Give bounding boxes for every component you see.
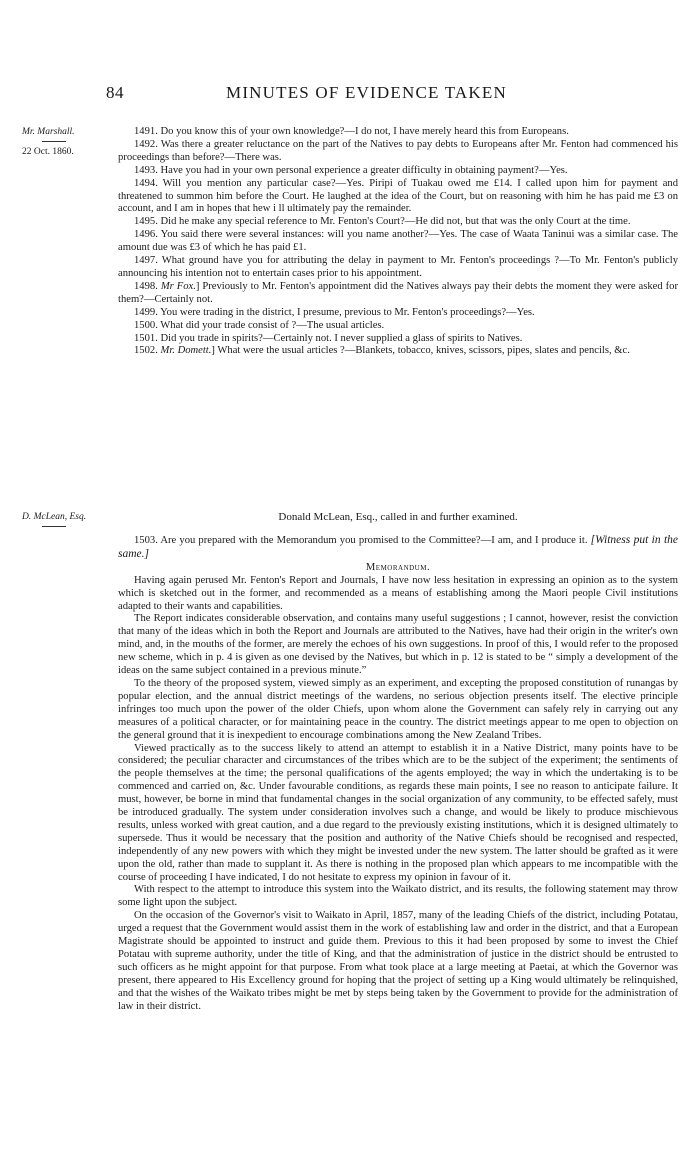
question-1502: 1502. Mr. Domett.] What were the usual articles ?—Blankets, tobacco, knives, scissors, pipes, slates and pencils, &c. (134, 345, 630, 357)
question-1497: 1497. What ground have you for attributing the delay in payment to Mr. Fenton's proceedings ?—To Mr. Fenton's publicly announcing his intention not to entertain cases prior to his appointment. (118, 255, 678, 279)
margin-witness-name: Mr. Marshall. (22, 127, 75, 137)
speaker-name: Mr Fox. (160, 280, 196, 292)
margin-rule (42, 141, 66, 142)
question-1500: 1500. What did your trade consist of ?—The usual articles. (134, 319, 385, 331)
question-1503: 1503. Are you prepared with the Memorandum you promised to the Committee?—I am, and I produce it. [Witness put in the same.] (118, 534, 678, 560)
margin-note-witness-1 (22, 127, 112, 157)
page-number: 84 (106, 83, 124, 102)
margin-rule (42, 526, 66, 527)
page-title: MINUTES OF EVIDENCE TAKEN (226, 83, 507, 102)
question-1492: 1492. Was there a greater reluctance on the part of the Natives to pay debts to Europeans after Mr. Fenton had commenced his proceedings than before?—There was. (118, 138, 678, 163)
memorandum-title: Memorandum. (365, 561, 431, 573)
evidence-section-1 (118, 126, 678, 358)
memo-paragraph-1: Having again perused Mr. Fenton's Report and Journals, I have now less hesitation in expressing an opinion as to the system which is sketched out in the former, and recommended as a means of establishing among the Maori people Civil institutions adapted to their wants and capabilities. (118, 574, 678, 612)
memo-paragraph-4: Viewed practically as to the success likely to attend an attempt to establish it in a Native District, many points have to be considered; the peculiar character and circumstances of the tribes which are to be the subject of the experiment; the sentiments of the people themselves at the time; the personal qualifications of the agents employed; the way in which the undertaking is to be commenced and carried on, &c. Under favourable conditions, as regards these main points, I see no reason to anticipate failure. It must, however, be borne in mind that fundamental changes in the social organization of any community, to be effected safely, must be introduced gradually. The system under consideration involves such a change, and would be likely to produce mischievous results, unless worked with great caution, and a due regard to the previously existing institutions, which it is designed ultimately to supersede. Thus it would be necessary that the position and authority of the Native Chiefs should be recognised and respected, independently of any new powers with which they might be invested under the new system. The latter should be grafted as it were upon the old, rather than made to supplant it. As there is nothing in the proposed plan which appears to me incompatible with the course of proceeding I have indicated, I do not hesitate to express my opinion in favour of it. (118, 742, 678, 883)
question-1491: 1491. Do you know this of your own knowledge?—I do not, I have merely heard this from Europeans. (134, 126, 569, 137)
question-number: 1502. (134, 345, 158, 357)
witness-note: [Witness put in the same.] (118, 534, 678, 560)
question-1496: 1496. You said there were several instances: will you name another?—Yes. The case of Waata Taninui was a similar case. The amount due was £3 of which he has paid £1. (118, 229, 678, 254)
witness-heading: Donald McLean, Esq., called in and further examined. (278, 511, 518, 523)
question-number: 1498. (134, 280, 158, 292)
question-text: What were the usual articles ?—Blankets, tobacco, knives, scissors, pipes, slates and pencils, &c. (217, 345, 630, 357)
question-1498: 1498. Mr Fox.] Previously to Mr. Fenton's appointment did the Natives always pay their debts the moment they were asked for them?—Certainly not. (118, 280, 678, 305)
margin-note-witness-2 (22, 512, 112, 532)
question-1499: 1499. You were trading in the district, I presume, previous to Mr. Fenton's proceedings?—Yes. (134, 306, 535, 318)
speaker-name: Mr. Domett. (160, 345, 212, 357)
memo-paragraph-6: On the occasion of the Governor's visit to Waikato in April, 1857, many of the leading Chiefs of the district, including Potatau, urged a request that the Government would assist them in the work of establishing law and order in the district, and that a European Magistrate should be appointed to instruct and guide them. Previous to this it had been proposed by some to invest the Chief Potatau with supreme authority, under the title of King, and that the administration of justice in the district should be entrusted to such officers as he might appoint for that purpose. From what took place at a large meeting at Paetai, at which the Governor was present, there appeared to His Excellency ground for hoping that the project of setting up a King would ultimately be relinquished, and that the wishes of the Waikato tribes might be met by steps being taken by the Government to provide for the administration of law in their district. (118, 910, 678, 1012)
memo-paragraph-2: The Report indicates considerable observation, and contains many useful suggestions ; I cannot, however, resist the conviction that many of the ideas which in both the Report and Journals are attributed to the Natives, have had their origin in the writer's own mind, and, in the mouths of the former, are merely the echoes of his own suggestions. In proof of this, I would refer to the proposed new scheme, which in p. 4 is given as one devised by the Natives, but which in p. 12 is stated to be “ simply a development of the ideas on the same subject contained in a previous minute.” (118, 613, 678, 677)
question-text: Previously to Mr. Fenton's appointment did the Natives always pay their debts the moment they were asked for them?—Certainly not. (118, 280, 678, 305)
question-1495: 1495. Did he make any special reference to Mr. Fenton's Court?—He did not, but that was the only Court at the time. (134, 216, 631, 228)
page-header (0, 83, 700, 105)
question-1501: 1501. Did you trade in spirits?—Certainly not. I never supplied a glass of spirits to Natives. (134, 332, 523, 344)
question-1494: 1494. Will you mention any particular case?—Yes. Piripi of Tuakau owed me £14. I called upon him for payment and threatened to summon him before the Court. He laughed at the idea of the Court, but on reasoning with him he has paid me £3 on account, and I am in hopes that hew i ll ultimately pay the remainder. (118, 177, 678, 215)
memo-paragraph-3: To the theory of the proposed system, viewed simply as an experiment, and excepting the proposed constitution of runangas by popular election, and the annual district meetings of the wardens, no serious objection presents itself. The elective principle infringes too much upon the power of the older Chiefs, upon whom alone the Government can safely rely in carrying out any measures of a political character, or for maintaining peace in the country. The district meetings appear to me open to objection on the general ground that it is inexpedient to encourage combinations among the New Zealand Tribes. (118, 677, 678, 741)
margin-date: 22 Oct. 1860. (22, 147, 74, 157)
question-1493: 1493. Have you had in your own personal experience a greater difficulty in obtaining payment?—Yes. (134, 164, 568, 176)
evidence-section-2 (118, 534, 678, 1014)
memo-paragraph-5: With respect to the attempt to introduce this system into the Waikato district, and its results, the following statement may throw some light upon the subject. (118, 884, 678, 909)
margin-witness-name: D. McLean, Esq. (22, 512, 87, 522)
